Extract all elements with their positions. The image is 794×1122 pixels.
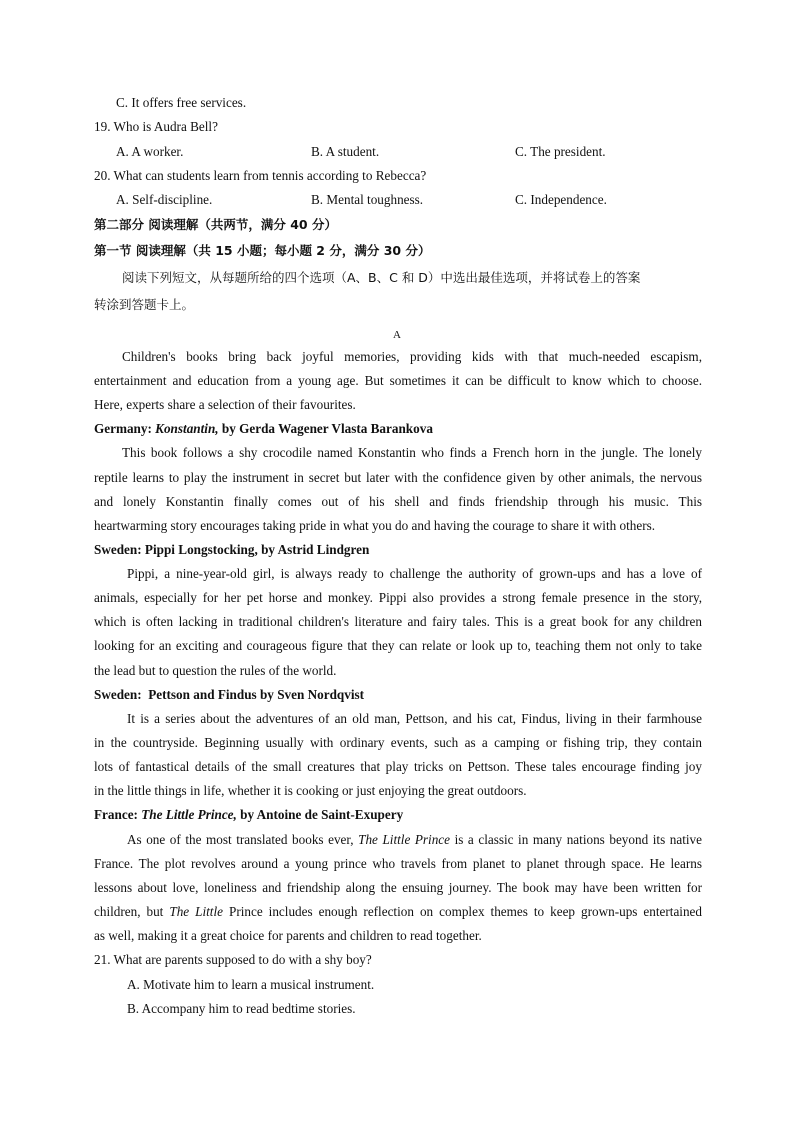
part2-heading: 第二部分 阅读理解（共两节，满分 40 分）: [94, 217, 337, 232]
q19-option-a: A. A worker.: [116, 144, 184, 159]
book-heading-pettson: Sweden: Pettson and Findus by Sven Nordqvist: [94, 687, 365, 702]
konstantin-line-2: reptile learns to play the instrument in secret but later with the confidence given by other animals, the nervous: [94, 470, 702, 485]
little-prince-line-3: lessons about love, loneliness and friendship along the ensuing journey. The book may have been written for: [94, 880, 702, 895]
q21-stem: 21. What are parents supposed to do with a shy boy?: [94, 952, 372, 967]
pippi-line-3: which is often lacking in traditional children's literature and fairy tales. This is a great book for any children: [94, 614, 702, 629]
little-prince-line-2: France. The plot revolves around a young prince who travels from planet to planet through space. He learns: [94, 856, 702, 871]
q21-option-b: B. Accompany him to read bedtime stories.: [127, 1001, 356, 1016]
q20-option-b: B. Mental toughness.: [311, 192, 424, 207]
pettson-line-3: lots of fantastical details of the small creatures that play tricks on Pettson. These tales encourage finding joy: [94, 759, 702, 774]
little-prince-line-4: children, but The Little Prince includes enough reflection on complex themes to keep grown-ups entertained: [94, 904, 703, 919]
section1-heading: 第一节 阅读理解（共 15 小题；每小题 2 分，满分 30 分）: [94, 243, 431, 258]
konstantin-line-4: heartwarming story encourages taking pride in what you do and having the courage to share it with others.: [94, 518, 656, 533]
q21-option-a: A. Motivate him to learn a musical instrument.: [127, 977, 375, 992]
book-heading-little-prince: France: The Little Prince, by Antoine de Saint-Exupery: [94, 807, 404, 822]
pippi-line-4: looking for an exciting and courageous figure that they can relate or look up to, teaching them not only to take: [94, 638, 702, 653]
q19-option-b: B. A student.: [311, 144, 380, 159]
intro-line-3: Here, experts share a selection of their favourites.: [94, 397, 356, 412]
q18-option-c: C. It offers free services.: [116, 95, 247, 110]
q19-option-c: C. The president.: [515, 144, 606, 159]
book-heading-konstantin: Germany: Konstantin, by Gerda Wagener Vlasta Barankova: [94, 421, 433, 436]
q20-option-c: C. Independence.: [515, 192, 607, 207]
book-heading-pippi: Sweden: Pippi Longstocking, by Astrid Lindgren: [94, 542, 370, 557]
intro-line-1: Children's books bring back joyful memories, providing kids with that much-needed escapism,: [122, 349, 702, 364]
q19-stem: 19. Who is Audra Bell?: [94, 119, 218, 134]
instruction-line-1: 阅读下列短文，从每题所给的四个选项（A、B、C 和 D）中选出最佳选项，并将试卷上的答案: [122, 270, 641, 285]
pettson-line-2: in the countryside. Beginning usually with ordinary events, such as a camping or fishing trip, they contain: [94, 735, 702, 750]
instruction-line-2: 转涂到答题卡上。: [94, 297, 195, 312]
passage-label: A: [393, 329, 401, 341]
konstantin-line-3: and lonely Konstantin finally comes out of his shell and finds friendship through his music. This: [94, 494, 702, 509]
little-prince-line-1: As one of the most translated books ever, The Little Prince is a classic in many nations beyond its native: [127, 832, 702, 847]
pippi-line-2: animals, especially for her pet horse and monkey. Pippi also provides a strong female presence in the story,: [94, 590, 702, 605]
intro-line-2: entertainment and education from a young age. But sometimes it can be difficult to know which to choose.: [94, 373, 702, 388]
q20-option-a: A. Self-discipline.: [116, 192, 213, 207]
pippi-line-1: Pippi, a nine-year-old girl, is always ready to challenge the authority of grown-ups and has a love of: [127, 566, 702, 581]
pippi-line-5: the lead but to question the rules of the world.: [94, 663, 337, 678]
q20-stem: 20. What can students learn from tennis according to Rebecca?: [94, 168, 427, 183]
little-prince-line-5: as well, making it a great choice for parents and children to read together.: [94, 928, 482, 943]
pettson-line-1: It is a series about the adventures of an old man, Pettson, and his cat, Findus, living in their farmhouse: [127, 711, 702, 726]
pettson-line-4: in the little things in life, whether it is cooking or just enjoying the great outdoors.: [94, 783, 527, 798]
konstantin-line-1: This book follows a shy crocodile named Konstantin who finds a French horn in the jungle. The lonely: [122, 445, 702, 460]
